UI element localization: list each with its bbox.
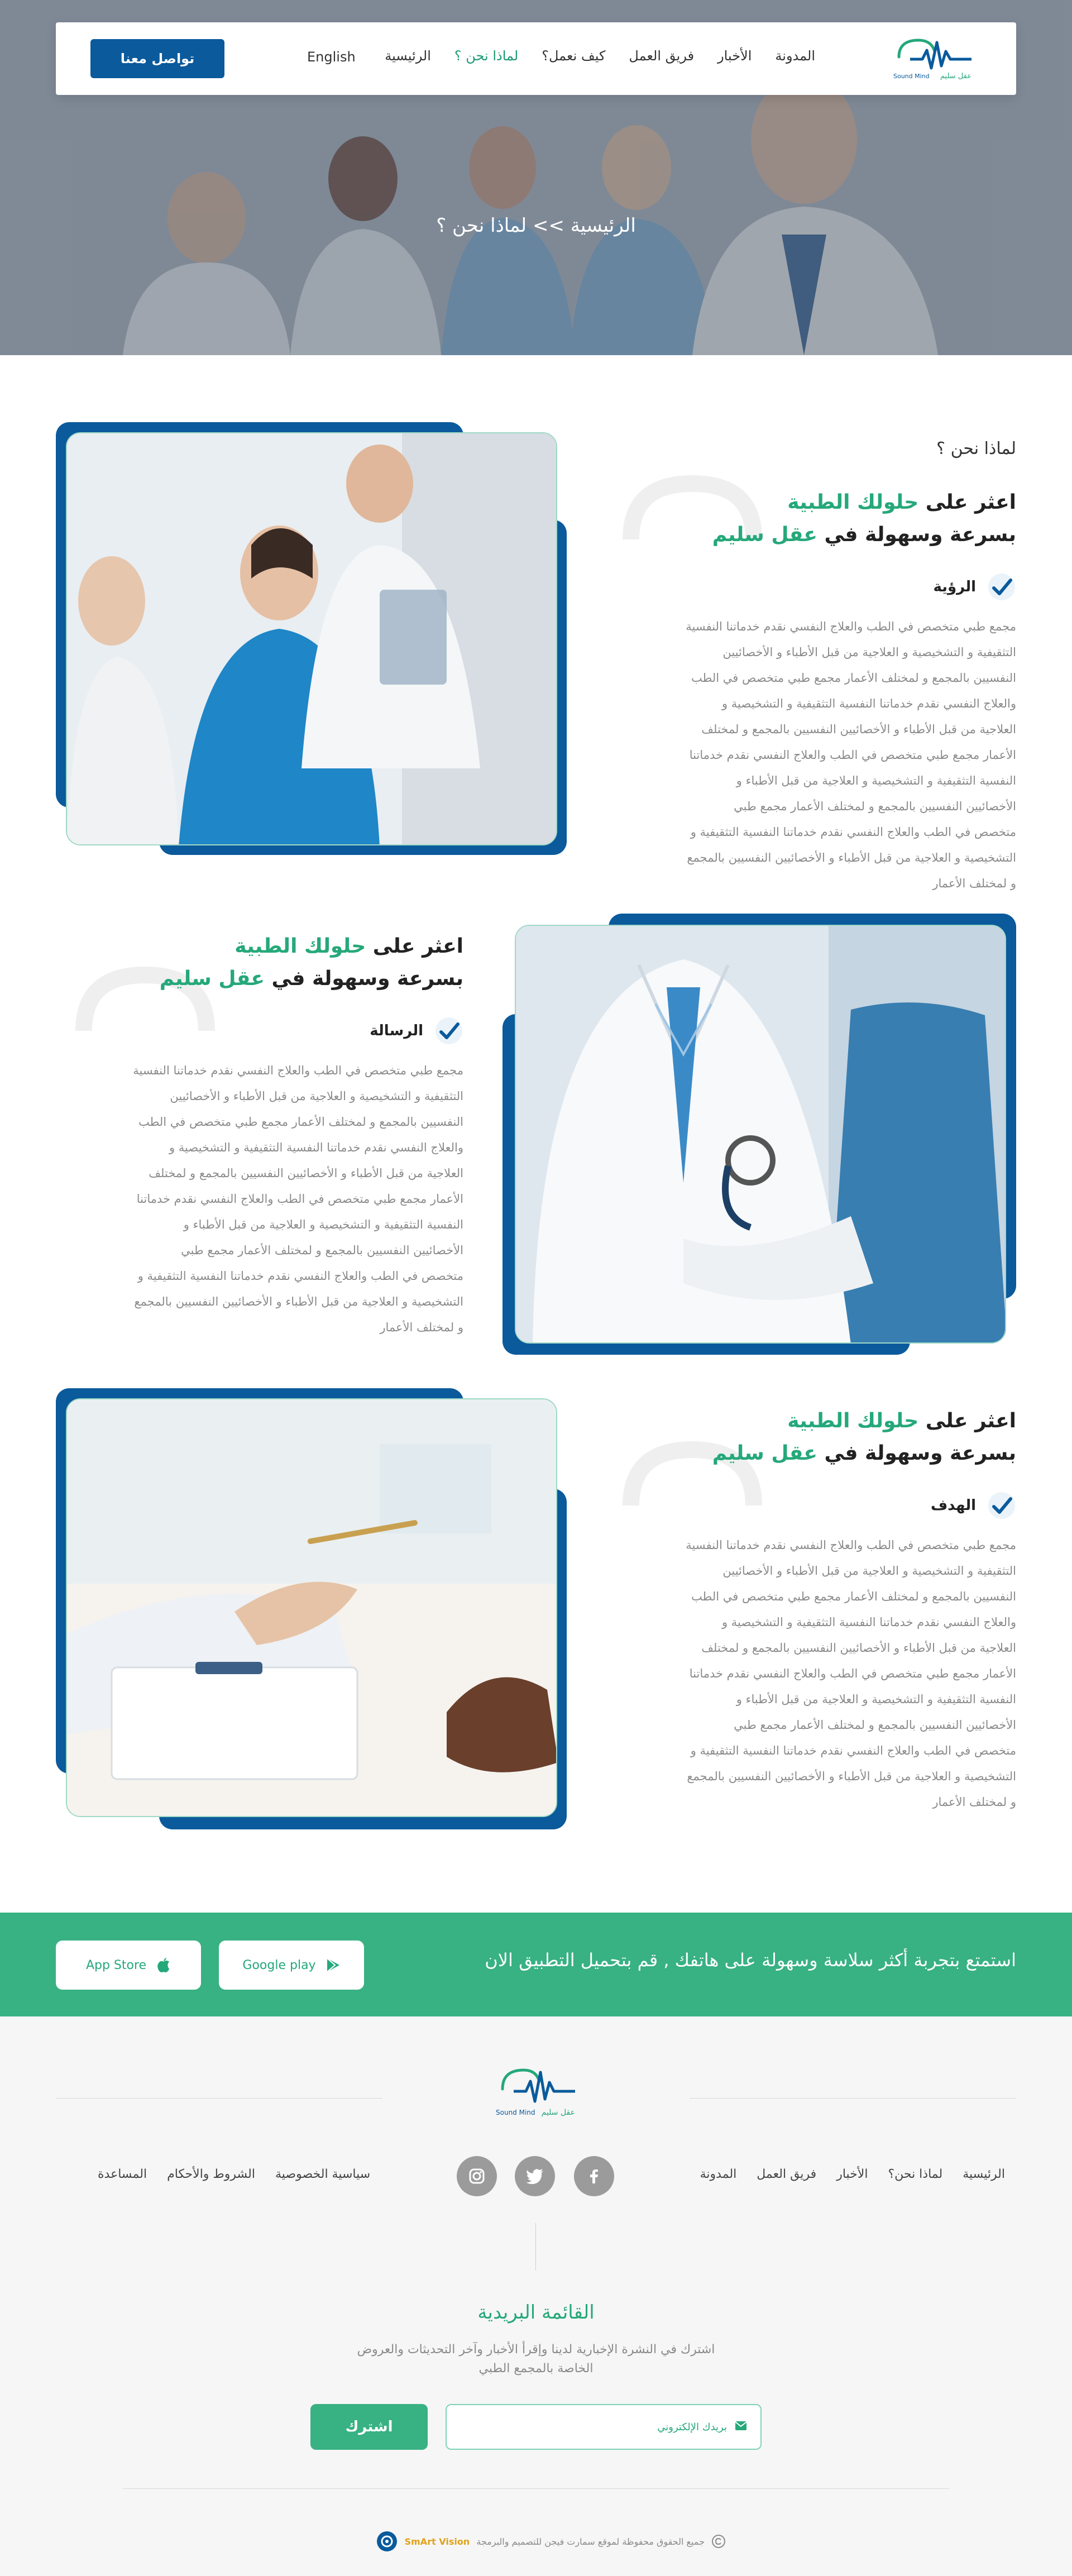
subtitle-row	[614, 1491, 1016, 1520]
app-download-banner	[0, 1913, 1072, 2016]
footer-nav-legal	[98, 2167, 370, 2181]
newsletter-title: القائمة البريدية	[477, 2301, 595, 2324]
instagram-button[interactable]	[457, 2156, 497, 2196]
check-circle-icon	[987, 572, 1016, 601]
main-menu	[385, 48, 815, 64]
apple-icon	[156, 1957, 171, 1973]
divider	[123, 2488, 949, 2489]
subscribe-button[interactable]: اشترك	[310, 2404, 428, 2450]
app-store-button[interactable]	[56, 1941, 201, 1990]
headline: اعثر على حلولك الطبية بسرعة وسهولة في عقل سليم	[712, 1409, 1016, 1465]
vendor-logo-icon[interactable]	[376, 2530, 398, 2553]
app-store-label: App Store	[85, 1958, 147, 1972]
footer-logo[interactable]	[491, 2061, 581, 2123]
section-goal	[0, 1371, 1072, 1913]
mission-image-frame	[502, 914, 1016, 1355]
body-paragraph: مجمع طبي متخصص في الطب والعلاج النفسي نقدم خدماتنا النفسية التثقيفية و التشخيصية و العلاجية من قبل الأطباء و الأخصائيين النفسيين بالمجمع و لمختلف الأعمار مجمع طبي متخصص في الطب والعلاج النفسي نقدم خدماتنا النفسية التثقيفية و التشخيصية و العلاجية من قبل الأطباء و الأخصائيين النفسيين بالمجمع و لمختلف الأعمار مجمع طبي متخصص في الطب والعلاج النفسي نقدم خدماتنا النفسية التثقيفية و التشخيصية و العلاجية من قبل الأطباء و الأخصائيين النفسيين بالمجمع و لمختلف الأعمار مجمع طبي متخصص في الطب والعلاج النفسي نقدم خدماتنا النفسية التثقيفية و التشخيصية و العلاجية من قبل الأطباء و الأخصائيين النفسيين بالمجمع و لمختلف الأعمار	[686, 1538, 1016, 1809]
doctors-xray-photo	[66, 432, 557, 845]
google-play-icon	[326, 1957, 341, 1973]
divider	[690, 2098, 1016, 2099]
subtitle: الرسالة	[370, 1022, 423, 1039]
goal-image-frame	[56, 1388, 570, 1829]
google-play-button[interactable]	[219, 1941, 364, 1990]
footer-link-news[interactable]: الأخبار	[836, 2167, 868, 2181]
copyright-row	[346, 2530, 726, 2553]
footer-nav-main	[700, 2167, 1005, 2181]
language-switch-link[interactable]: English	[307, 49, 356, 65]
site-footer	[0, 2016, 1072, 2576]
section-label: لماذا نحن ؟	[936, 439, 1016, 458]
nav-item-how-we-work[interactable]: كيف نعمل؟	[542, 48, 606, 64]
footer-link-privacy[interactable]: سياسية الخصوصية	[275, 2167, 371, 2181]
app-banner-text: استمتع بتجربة أكثر سلاسة وسهولة على هاتفك , قم بتحميل التطبيق الان	[485, 1949, 1016, 1971]
google-play-label: Google play	[242, 1958, 316, 1972]
twitter-icon	[526, 2168, 544, 2184]
svg-text:Sound Mind: Sound Mind	[893, 73, 930, 80]
contact-us-button[interactable]: تواصل معنا	[90, 39, 224, 78]
footer-link-blog[interactable]: المدونة	[700, 2167, 737, 2181]
top-navbar	[56, 22, 1016, 95]
headline: اعثر على حلولك الطبية بسرعة وسهولة في عقل سليم	[712, 491, 1016, 546]
breadcrumb: الرئيسية >> لماذا نحن ؟	[436, 214, 636, 237]
instagram-icon	[468, 2168, 485, 2185]
nav-item-home[interactable]: الرئيسية	[385, 48, 431, 64]
newsletter-description: اشترك في النشرة الإخبارية لدينا وإقرأ الأخبار وآخر التحديثات والعروض الخاصة بالمجمع الطبي	[357, 2343, 715, 2376]
hero-banner	[0, 0, 1072, 355]
check-circle-icon	[987, 1491, 1016, 1520]
mail-icon	[735, 2421, 747, 2431]
twitter-button[interactable]	[515, 2156, 555, 2196]
footer-link-home[interactable]: الرئيسية	[963, 2167, 1005, 2181]
newsletter-email-input[interactable]	[446, 2404, 762, 2450]
nav-item-blog[interactable]: المدونة	[775, 48, 815, 64]
goal-text	[614, 1405, 1016, 1815]
mission-text	[73, 930, 463, 1340]
footer-link-help[interactable]: المساعدة	[98, 2167, 147, 2181]
consultation-photo	[66, 1398, 557, 1817]
footer-link-why-us[interactable]: لماذا نحن؟	[888, 2167, 943, 2181]
section-vision	[0, 355, 1072, 891]
divider	[56, 2098, 382, 2099]
body-paragraph: مجمع طبي متخصص في الطب والعلاج النفسي نقدم خدماتنا النفسية التثقيفية و التشخيصية و العلاجية من قبل الأطباء و الأخصائيين النفسيين بالمجمع و لمختلف الأعمار مجمع طبي متخصص في الطب والعلاج النفسي نقدم خدماتنا النفسية التثقيفية و التشخيصية و العلاجية من قبل الأطباء و الأخصائيين النفسيين بالمجمع و لمختلف الأعمار مجمع طبي متخصص في الطب والعلاج النفسي نقدم خدماتنا النفسية التثقيفية و التشخيصية و العلاجية من قبل الأطباء و الأخصائيين النفسيين بالمجمع و لمختلف الأعمار مجمع طبي متخصص في الطب والعلاج النفسي نقدم خدماتنا النفسية التثقيفية و التشخيصية و العلاجية من قبل الأطباء و الأخصائيين النفسيين بالمجمع و لمختلف الأعمار	[133, 1064, 463, 1334]
copyright-icon	[711, 2534, 726, 2549]
footer-link-team[interactable]: فريق العمل	[757, 2167, 817, 2181]
vision-image-frame	[56, 422, 570, 858]
site-logo[interactable]	[888, 35, 977, 85]
svg-text:Sound Mind: Sound Mind	[496, 2109, 535, 2116]
headline: اعثر على حلولك الطبية بسرعة وسهولة في عقل سليم	[159, 935, 463, 990]
vision-text	[614, 439, 1016, 896]
subtitle: الهدف	[930, 1497, 976, 1514]
nav-item-team[interactable]: فريق العمل	[629, 48, 695, 64]
logo-text: عقل سليم	[940, 72, 972, 80]
nav-item-news[interactable]: الأخبار	[717, 48, 752, 64]
section-mission	[0, 891, 1072, 1371]
divider	[535, 2223, 536, 2271]
footer-link-terms[interactable]: الشروط والأحكام	[167, 2167, 255, 2181]
body-paragraph: مجمع طبي متخصص في الطب والعلاج النفسي نقدم خدماتنا النفسية التثقيفية و التشخيصية و العلاجية من قبل الأطباء و الأخصائيين النفسيين بالمجمع و لمختلف الأعمار مجمع طبي متخصص في الطب والعلاج النفسي نقدم خدماتنا النفسية التثقيفية و التشخيصية و العلاجية من قبل الأطباء و الأخصائيين النفسيين بالمجمع و لمختلف الأعمار مجمع طبي متخصص في الطب والعلاج النفسي نقدم خدماتنا النفسية التثقيفية و التشخيصية و العلاجية من قبل الأطباء و الأخصائيين النفسيين بالمجمع و لمختلف الأعمار مجمع طبي متخصص في الطب والعلاج النفسي نقدم خدماتنا النفسية التثقيفية و التشخيصية و العلاجية من قبل الأطباء و الأخصائيين النفسيين بالمجمع و لمختلف الأعمار	[686, 620, 1016, 890]
doctor-stethoscope-photo	[515, 925, 1006, 1344]
subtitle-row	[614, 572, 1016, 601]
facebook-button[interactable]	[574, 2156, 614, 2196]
subtitle: الرؤية	[933, 579, 976, 595]
copyright-text: جميع الحقوق محفوظة لموقع سمارت فيجن للتصميم والبرمجة	[476, 2536, 705, 2547]
subtitle-row	[73, 1016, 463, 1045]
check-circle-icon	[434, 1016, 463, 1045]
facebook-icon	[586, 2168, 602, 2185]
nav-item-why-us[interactable]: لماذا نحن ؟	[454, 48, 519, 64]
vendor-name[interactable]: SmArt Vision	[404, 2536, 470, 2547]
svg-text:عقل سليم: عقل سليم	[541, 2108, 575, 2117]
